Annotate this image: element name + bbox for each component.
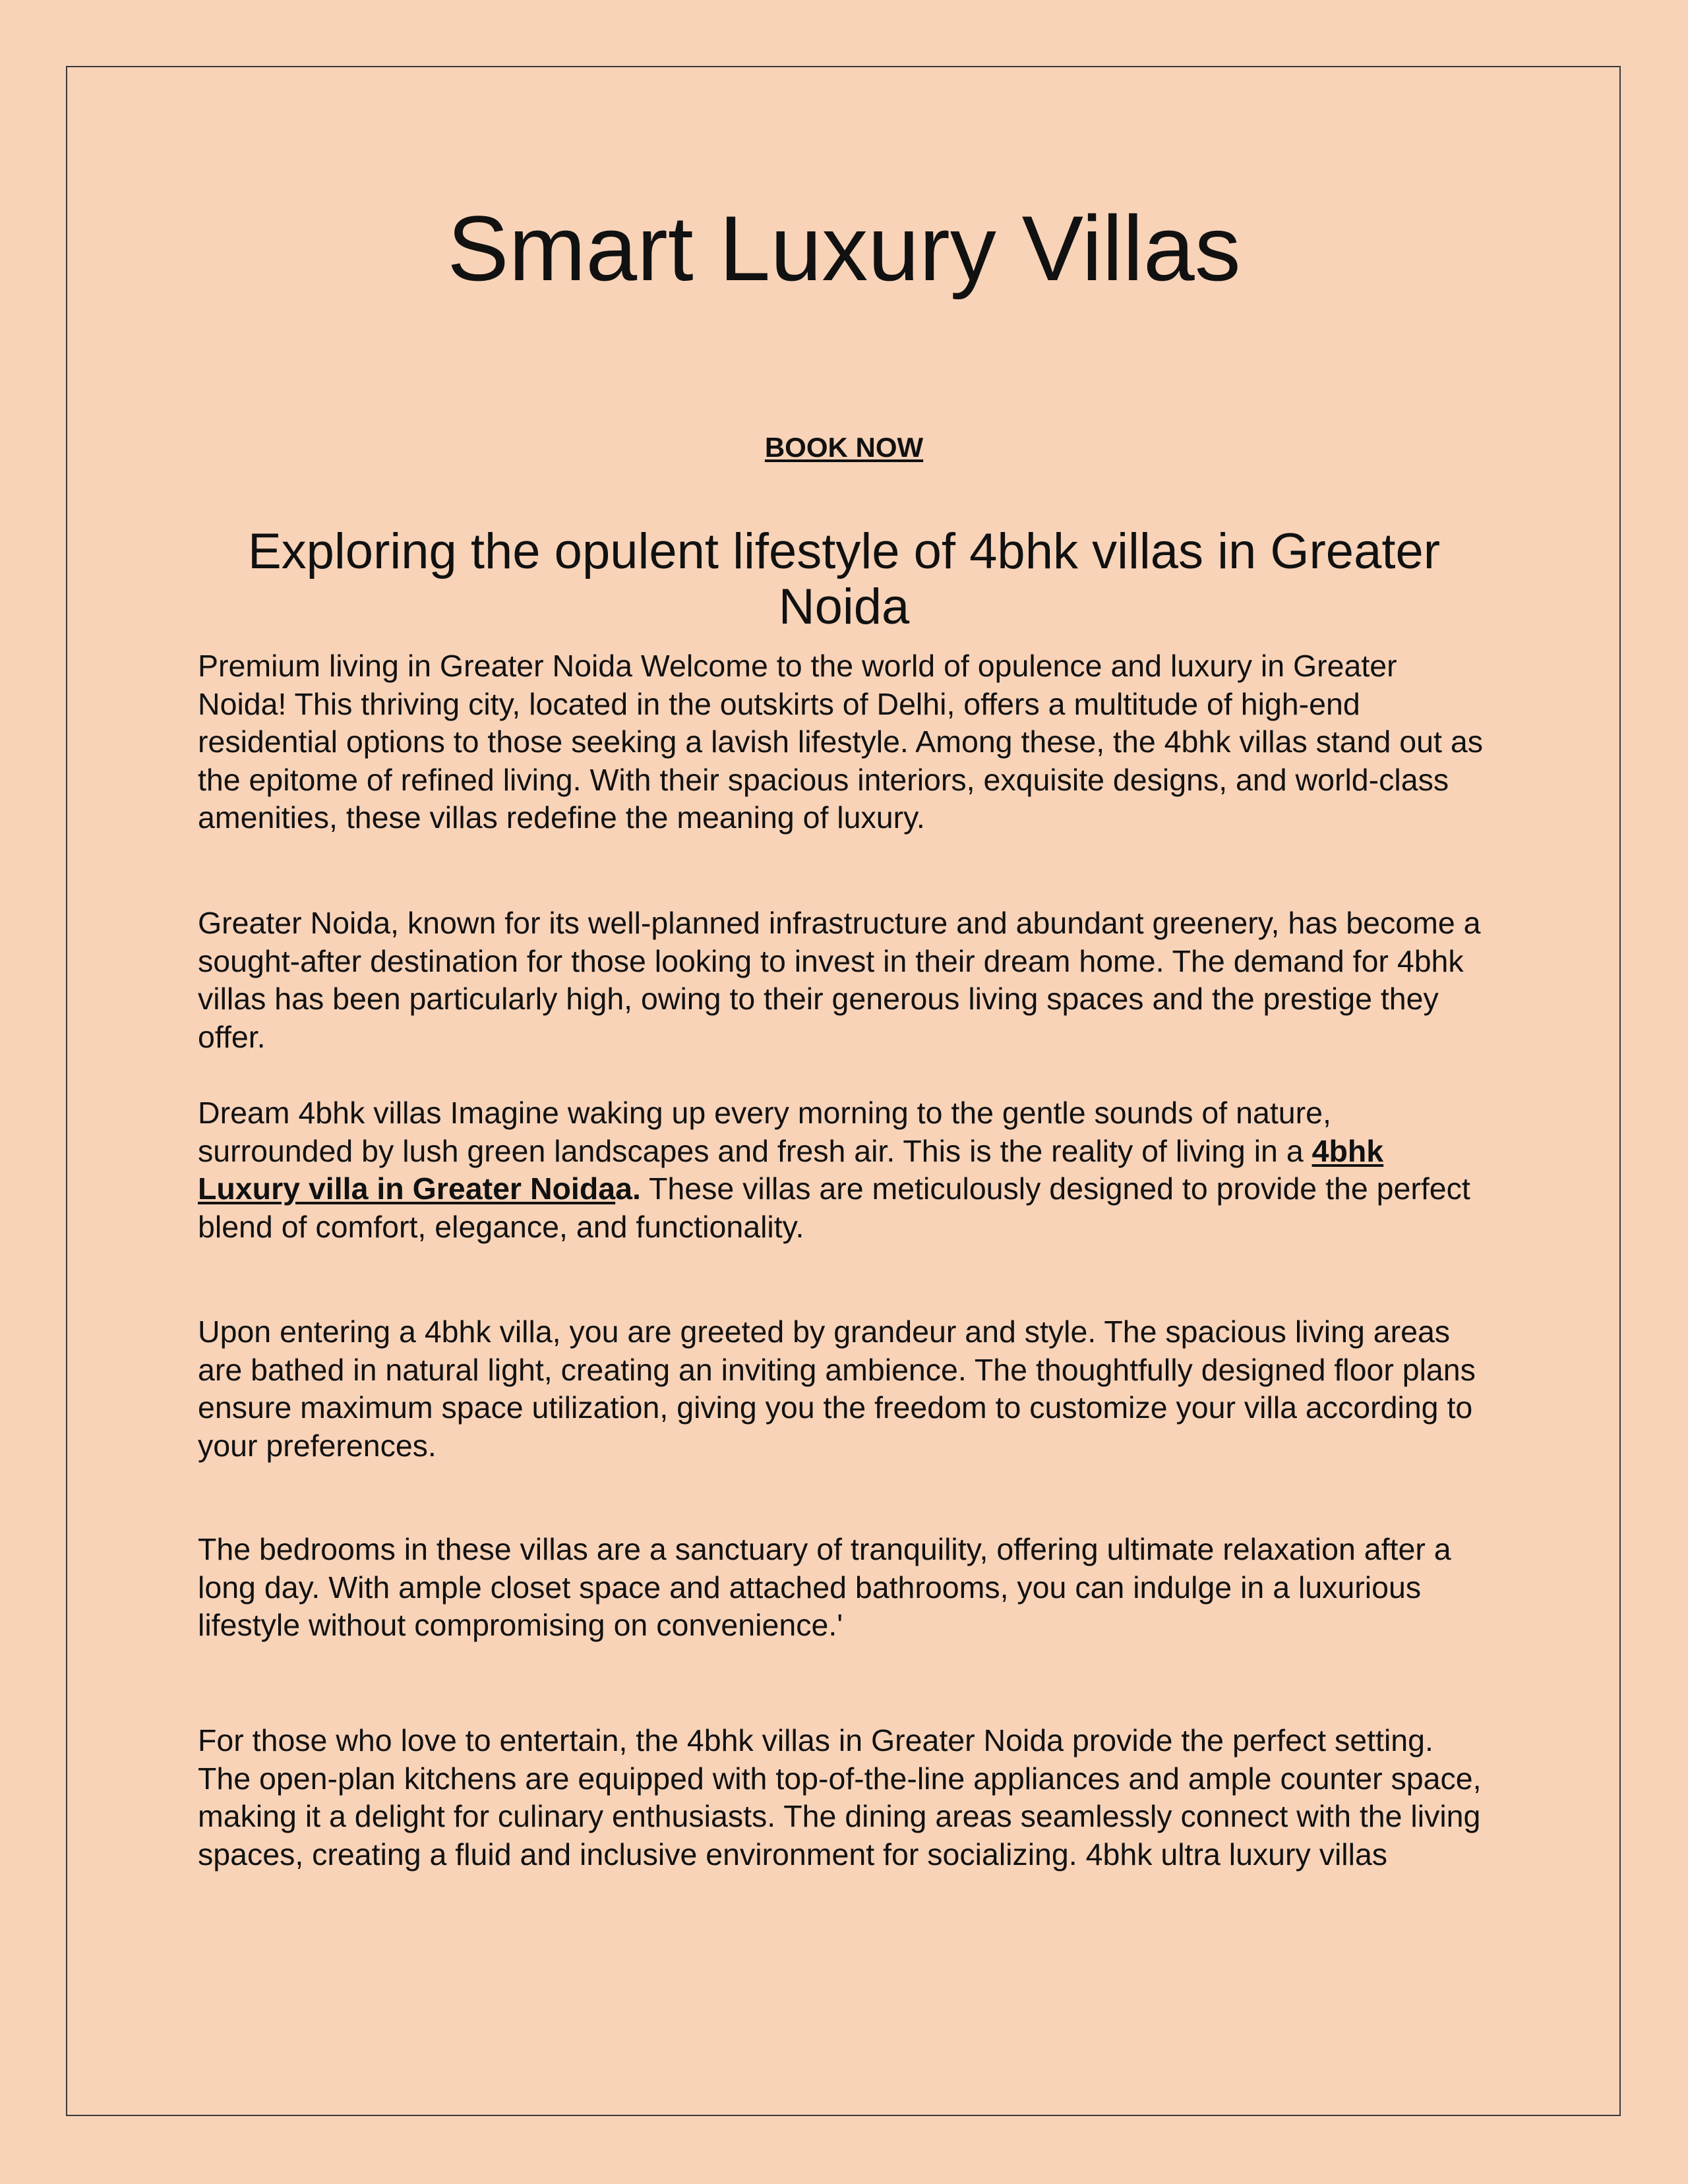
paragraph-bedrooms: The bedrooms in these villas are a sanctuary of tranquility, offering ultimate relaxation after a long day. With ample closet space and attached bathrooms, you can indulge in a luxurious lifestyle without compromising on convenience.' [198,1532,1451,1642]
paragraph-entertain: For those who love to entertain, the 4bhk villas in Greater Noida provide the perfect setting. The open-plan kitchens are equipped with top-of-the-line appliances and ample counter space, making it a delight for culinary enthusiasts. The dining areas seamlessly connect with the living spaces, creating a fluid and inclusive environment for socializing. 4bhk ultra luxury villas [198,1723,1482,1872]
paragraph-dream-villas-rest: These villas are meticulously designed to provide the perfect blend of comfort, elegance, and functionality. [198,1171,1470,1244]
book-now-container [0,432,1688,463]
paragraph-entering-villa: Upon entering a 4bhk villa, you are greeted by grandeur and style. The spacious living areas are bathed in natural light, creating an inviting ambience. The thoughtfully designed floor plans ensure maximum space utilization, giving you the freedom to customize your villa according to your preferences. [198,1314,1476,1463]
paragraph-dream-villas [198,1094,1490,1246]
paragraph-greater-noida: Greater Noida, known for its well-planned infrastructure and abundant greenery, has become a sought-after destination for those looking to invest in their dream home. The demand for 4bhk villas has been particularly high, owing to their generous living spaces and the prestige they offer. [198,906,1481,1054]
villa-link[interactable]: 4bhk Luxury villa in Greater Noida [198,1133,1384,1206]
page-title: Smart Luxury Villas [447,196,1241,300]
villa-link-suffix: a. [615,1171,641,1206]
article-subtitle: Exploring the opulent lifestyle of 4bhk villas in Greater Noida [247,523,1441,635]
paragraph-premium-living: Premium living in Greater Noida Welcome to the world of opulence and luxury in Greater Noida! This thriving city, located in the outskirts of Delhi, offers a multitude of high-end residential options to those seeking a lavish lifestyle. Among these, the 4bhk villas stand out as the epitome of refined living. With their spacious interiors, exquisite designs, and world-class amenities, these villas redefine the meaning of luxury. [198,649,1483,835]
paragraph-dream-villas-intro: Dream 4bhk villas Imagine waking up every morning to the gentle sounds of nature, surrounded by lush green landscapes and fresh air. This is the reality of living in a [198,1096,1331,1168]
book-now-link[interactable]: BOOK NOW [764,432,924,463]
